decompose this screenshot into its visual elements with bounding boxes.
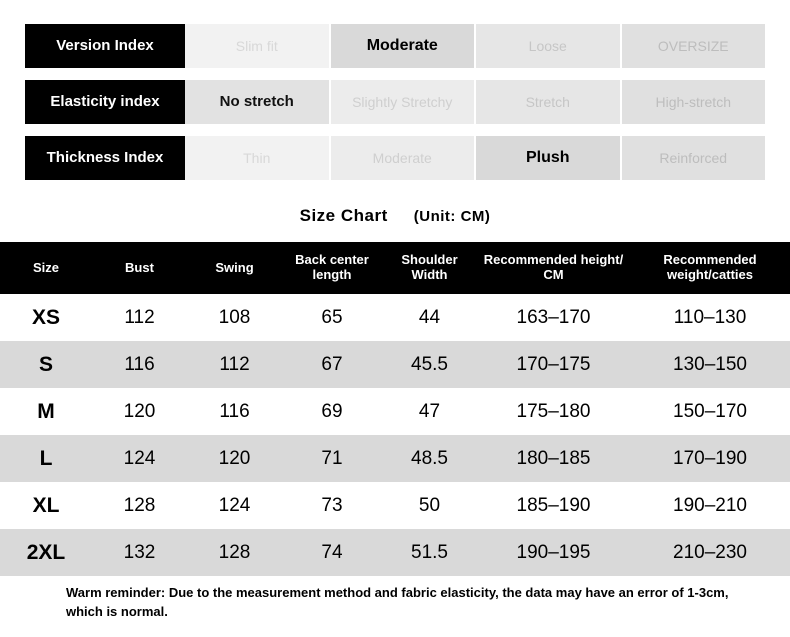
cell-back-length: 71	[282, 435, 382, 482]
index-row-label-version: Version Index	[25, 24, 185, 68]
table-row	[0, 388, 790, 435]
index-option-loose[interactable]: Loose	[476, 24, 622, 68]
column-header-shoulder-width: Shoulder Width	[382, 242, 477, 294]
cell-size: S	[0, 341, 92, 388]
cell-swing: 120	[187, 435, 282, 482]
index-row-version	[25, 24, 765, 68]
size-chart-table	[0, 242, 790, 576]
index-row-elasticity	[25, 80, 765, 124]
cell-back-length: 65	[282, 294, 382, 341]
cell-back-length: 69	[282, 388, 382, 435]
cell-height: 180–185	[477, 435, 630, 482]
cell-weight: 110–130	[630, 294, 790, 341]
index-option-slim-fit[interactable]: Slim fit	[185, 24, 331, 68]
cell-weight: 210–230	[630, 529, 790, 576]
cell-size: XL	[0, 482, 92, 529]
cell-back-length: 67	[282, 341, 382, 388]
cell-back-length: 73	[282, 482, 382, 529]
index-option-no-stretch[interactable]: No stretch	[185, 80, 331, 124]
cell-swing: 116	[187, 388, 282, 435]
cell-height: 185–190	[477, 482, 630, 529]
index-option-high-stretch[interactable]: High-stretch	[622, 80, 766, 124]
cell-shoulder-width: 50	[382, 482, 477, 529]
cell-weight: 130–150	[630, 341, 790, 388]
cell-height: 190–195	[477, 529, 630, 576]
table-row	[0, 294, 790, 341]
cell-shoulder-width: 48.5	[382, 435, 477, 482]
cell-size: L	[0, 435, 92, 482]
cell-swing: 112	[187, 341, 282, 388]
size-chart-title: Size Chart	[299, 206, 388, 225]
column-header-back-center-length: Back center length	[282, 242, 382, 294]
cell-bust: 120	[92, 388, 187, 435]
cell-weight: 190–210	[630, 482, 790, 529]
cell-shoulder-width: 51.5	[382, 529, 477, 576]
garment-index-block	[0, 0, 790, 180]
cell-weight: 170–190	[630, 435, 790, 482]
table-row	[0, 482, 790, 529]
size-chart-unit: (Unit: CM)	[413, 208, 491, 225]
cell-height: 170–175	[477, 341, 630, 388]
index-option-reinforced[interactable]: Reinforced	[622, 136, 766, 180]
cell-size: M	[0, 388, 92, 435]
cell-bust: 112	[92, 294, 187, 341]
cell-bust: 132	[92, 529, 187, 576]
index-option-moderate-version[interactable]: Moderate	[331, 24, 477, 68]
index-option-moderate-thickness[interactable]: Moderate	[331, 136, 477, 180]
cell-size: XS	[0, 294, 92, 341]
column-header-size: Size	[0, 242, 92, 294]
cell-swing: 128	[187, 529, 282, 576]
table-row	[0, 341, 790, 388]
index-option-oversize[interactable]: OVERSIZE	[622, 24, 766, 68]
index-option-plush[interactable]: Plush	[476, 136, 622, 180]
size-chart-heading	[0, 206, 790, 226]
cell-size: 2XL	[0, 529, 92, 576]
size-chart-header-row	[0, 242, 790, 294]
cell-shoulder-width: 44	[382, 294, 477, 341]
warm-reminder-note: Warm reminder: Due to the measurement method and fabric elasticity, the data may have an error of 1-3cm, which is normal.	[66, 585, 729, 619]
column-header-bust: Bust	[92, 242, 187, 294]
index-row-thickness	[25, 136, 765, 180]
index-option-stretch[interactable]: Stretch	[476, 80, 622, 124]
cell-height: 175–180	[477, 388, 630, 435]
cell-bust: 124	[92, 435, 187, 482]
index-option-slightly-stretchy[interactable]: Slightly Stretchy	[331, 80, 477, 124]
cell-shoulder-width: 45.5	[382, 341, 477, 388]
column-header-recommended-weight: Recommended weight/catties	[630, 242, 790, 294]
table-row	[0, 435, 790, 482]
column-header-recommended-height: Recommended height/ CM	[477, 242, 630, 294]
cell-height: 163–170	[477, 294, 630, 341]
cell-swing: 108	[187, 294, 282, 341]
index-row-label-elasticity: Elasticity index	[25, 80, 185, 124]
cell-bust: 116	[92, 341, 187, 388]
index-option-thin[interactable]: Thin	[185, 136, 331, 180]
cell-bust: 128	[92, 482, 187, 529]
cell-back-length: 74	[282, 529, 382, 576]
cell-weight: 150–170	[630, 388, 790, 435]
column-header-swing: Swing	[187, 242, 282, 294]
table-row	[0, 529, 790, 576]
cell-swing: 124	[187, 482, 282, 529]
cell-shoulder-width: 47	[382, 388, 477, 435]
index-row-label-thickness: Thickness Index	[25, 136, 185, 180]
